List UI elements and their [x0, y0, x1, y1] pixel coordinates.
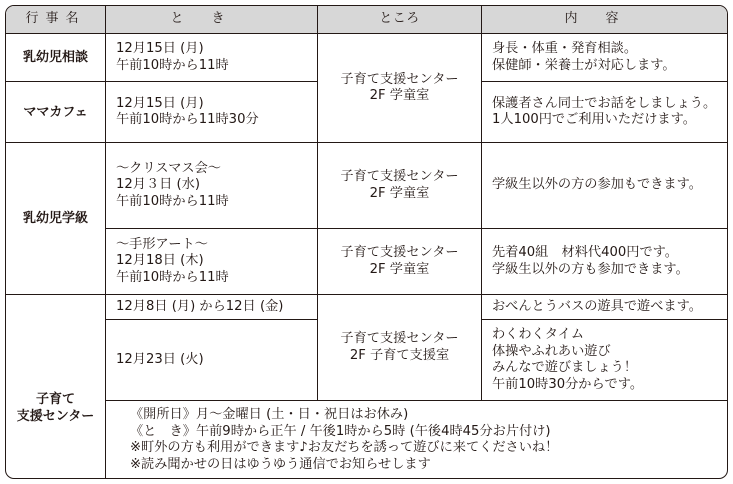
place-cell [318, 143, 481, 228]
note-line: ※町外の方も利用ができます♪お友だちを誘って遊びに来てくださいね！ [130, 440, 559, 455]
content-cell [482, 229, 728, 294]
when-line: ～手形アート～ [116, 236, 208, 252]
content-line: 保護者さん同士でお話をしましょう。 [492, 95, 717, 111]
content-line: 先着40組 材料代400円です。 [492, 245, 678, 260]
place-cell [318, 34, 481, 142]
place-line: 子育て支援センター [340, 169, 459, 184]
when-line: ～クリスマス会～ [116, 160, 221, 176]
content-line: わくわくタイム [492, 327, 585, 342]
event-label: 子育て [35, 391, 75, 407]
when-cell [106, 295, 317, 319]
event-label: 乳幼児相談 [22, 50, 88, 65]
when-line: 午前10時から11時 [116, 57, 229, 73]
when-cell [106, 143, 317, 228]
content-cell [482, 34, 728, 81]
event-name [6, 34, 105, 81]
place-line: 子育て支援センター [340, 331, 459, 346]
event-schedule-table [5, 5, 728, 479]
content-line: 学級生以外の方の参加もできます。 [492, 177, 702, 193]
notes-cell [106, 401, 728, 479]
grid-line [106, 228, 728, 229]
event-name [6, 82, 105, 142]
content-cell [482, 82, 728, 142]
when-line: 12月18日 (木) [116, 253, 204, 269]
content-cell [482, 143, 728, 228]
place-line: 2F 子育て支援室 [349, 347, 450, 363]
grid-line [481, 6, 482, 400]
grid-line [6, 142, 728, 143]
place-line: 2F 学童室 [369, 261, 430, 277]
grid-line [106, 400, 728, 401]
content-line: 身長・体重・発育相談。 [492, 41, 638, 56]
when-line: 午前10時から11時 [116, 193, 229, 209]
when-cell [106, 229, 317, 294]
event-name [6, 143, 105, 294]
when-line: 12月8日 (月) から12日 (金) [116, 298, 284, 314]
event-name [6, 295, 105, 479]
note-line: 《開所日》月～金曜日 (土・日・祝日はお休み) [130, 407, 409, 422]
when-cell [106, 320, 317, 400]
when-cell [106, 82, 317, 142]
place-line: 子育て支援センター [340, 245, 459, 260]
content-line: 学級生以外の方も参加できます。 [492, 261, 689, 277]
when-line: 12月15日 (月) [116, 95, 204, 111]
event-label: 支援センター [16, 408, 95, 424]
when-line: 12月23日 (火) [116, 351, 204, 367]
grid-line [105, 6, 106, 479]
grid-line [6, 294, 728, 295]
content-cell [482, 295, 728, 319]
place-line: 2F 学童室 [369, 88, 430, 103]
when-line: 12月３日 (水) [116, 177, 201, 193]
content-cell [482, 320, 728, 400]
grid-line [317, 6, 318, 400]
when-line: 12月15日 (月) [116, 41, 204, 56]
place-cell [318, 295, 481, 400]
place-line: 2F 学童室 [369, 185, 430, 201]
grid-line [6, 33, 728, 34]
content-line: 保健師・栄養士が対応します。 [492, 57, 676, 73]
note-line: ※読み聞かせの日はゆうゆう通信でお知らせします [130, 456, 431, 472]
header-when: とき [106, 6, 317, 33]
when-line: 午前10時から11時 [116, 269, 229, 285]
content-line: 午前10時30分からです。 [492, 376, 644, 392]
content-line: 1人100円でご利用いただけます。 [492, 112, 696, 127]
grid-line [482, 81, 728, 82]
header-where: ところ [318, 6, 481, 33]
when-line: 午前10時から11時30分 [116, 112, 259, 127]
when-cell [106, 34, 317, 81]
header-content: 内容 [482, 6, 728, 33]
header-event: 行事名 [6, 6, 105, 33]
event-label: ママカフェ [23, 104, 88, 120]
place-cell [318, 229, 481, 294]
content-line: みんなで遊びましょう！ [492, 360, 638, 375]
place-line: 子育て支援センター [340, 71, 459, 87]
grid-line [6, 81, 318, 82]
note-line: 《と き》午前9時から正午 / 午後1時から5時 (午後4時45分お片付け) [130, 423, 551, 439]
grid-line [482, 319, 728, 320]
content-line: 体操やふれあい遊び [492, 343, 611, 359]
event-label: 乳幼児学級 [22, 211, 88, 226]
content-line: おべんとうバスの遊具で遊べます。 [492, 298, 702, 314]
grid-line [106, 319, 318, 320]
